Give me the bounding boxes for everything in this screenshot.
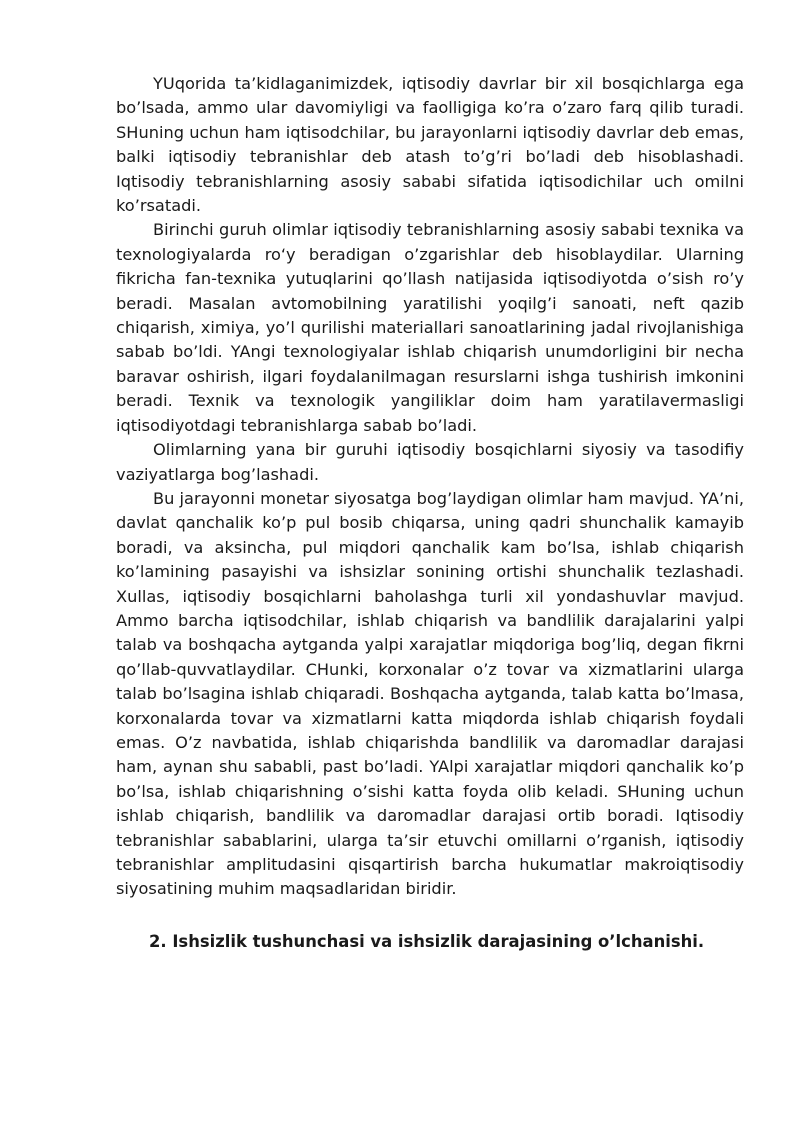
paragraph-technology-cause: Birinchi guruh olimlar iqtisodiy tebranishlarning asosiy sababi texnika va texnologiyalarda ro‘y beradigan o’zgarishlar deb hisoblaydilar. Ularning fikricha fan-texnika yutuqlarini qo’llash natijasida iqtisodiyotda o’sish ro’y beradi. Masalan avtomobilning yaratilishi yoqilg’i sanoati, neft qazib chiqarish, ximiya, yo’l qurilishi materiallari sanoatlarining jadal rivojlanishiga sabab bo’ldi. YAngi texnologiyalar ishlab chiqarish unumdorligini bir necha baravar oshirish, ilgari foydalanilmagan resurslarni ishga tushirish imkonini beradi. Texnik va texnologik yangiliklar doim ham yaratilavermasligi iqtisodiyotdagi tebranishlarga sabab bo’ladi. — [116, 220, 744, 435]
paragraph-monetary-cause: Bu jarayonni monetar siyosatga bog’laydigan olimlar ham mavjud. YA’ni, davlat qanchalik ko’p pul bosib chiqarsa, uning qadri shunchalik kamayib boradi, va aksincha, pul miqdori qanchalik kam bo’lsa, ishlab chiqarish ko’lamining pasayishi va ishsizlar sonining ortishi shunchalik tezlashadi. Xullas, iqtisodiy bosqichlarni baholashga turli xil yondashuvlar mavjud. Ammo barcha iqtisodchilar, ishlab chiqarish va bandlilik darajalarini yalpi talab va boshqacha aytganda yalpi xarajatlar miqdoriga bog’liq, degan fikrni qo’llab-quvvatlaydilar. CHunki, korxonalar o’z tovar va xizmatlarini ularga talab bo’lsagina ishlab chiqaradi. Boshqacha aytganda, talab katta bo’lmasa, korxonalarda tovar va xizmatlarni katta miqdorda ishlab chiqarish foydali emas. O’z navbatida, ishlab chiqarishda bandlilik va daromadlar darajasi ham, aynan shu sababli, past bo’ladi. YAlpi xarajatlar miqdori qanchalik ko’p bo’lsa, ishlab chiqarishning o’sishi katta foyda olib keladi. SHuning uchun ishlab chiqarish, bandlilik va daromadlar darajasi ortib boradi. Iqtisodiy tebranishlar sabablarini, ularga ta’sir etuvchi omillarni o’rganish, iqtisodiy tebranishlar amplitudasini qisqartirish barcha hukumatlar makroiqtisodiy siyosatining muhim maqsadlaridan biridir. — [116, 488, 744, 899]
paragraph-economic-fluctuations-intro: YUqorida ta’kidlaganimizdek, iqtisodiy davrlar bir xil bosqichlarga ega bo’lsada, ammo ular davomiyligi va faolligiga ko’ra o’zaro farq qilib turadi. SHuning uchun ham iqtisodchilar, bu jarayonlarni iqtisodiy davrlar deb emas, balki iqtisodiy tebranishlar deb atash to’g’ri bo’ladi deb hisoblashadi. Iqtisodiy tebranishlarning asosiy sababi sifatida iqtisodichilar uch omilni ko’rsatadi. — [116, 74, 744, 216]
paragraph-political-cause: Olimlarning yana bir guruhi iqtisodiy bosqichlarni siyosiy va tasodifiy vaziyatlarga bog’lashadi. — [116, 440, 744, 484]
section-heading: 2. Ishsizlik tushunchasi va ishsizlik darajasining o’lchanishi. — [149, 931, 705, 951]
